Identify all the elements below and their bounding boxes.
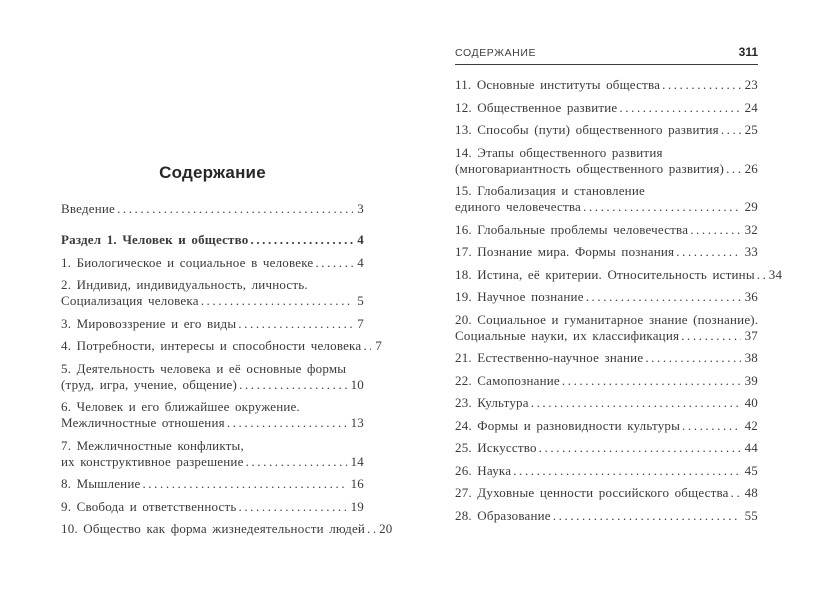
toc-entry-text: 20. Социальное и гуманитарное знание (познание). <box>455 311 759 327</box>
toc-entry-text: 24. Формы и разновидности культуры <box>455 417 681 433</box>
toc-entry-page: 14 <box>350 453 364 469</box>
toc-entry-text: 14. Этапы общественного развития <box>455 144 663 160</box>
running-head <box>455 45 758 65</box>
toc-entry-page: 26 <box>744 160 758 176</box>
toc-entry-text: 16. Глобальные проблемы человечества <box>455 221 689 237</box>
dot-leader <box>721 122 741 138</box>
toc-entry-page: 33 <box>744 244 758 259</box>
dot-leader <box>513 463 740 479</box>
toc-entry-text: 23. Культура <box>455 395 529 410</box>
toc-entry-lastline <box>61 415 364 431</box>
dot-leader <box>367 521 375 537</box>
toc-entry-page: 44 <box>744 440 758 455</box>
toc-entry <box>455 373 758 389</box>
dot-leader <box>201 293 354 309</box>
toc-title: Содержание <box>159 163 266 182</box>
toc-entry-lastline <box>61 293 364 309</box>
toc-entry-page: 16 <box>350 476 364 491</box>
toc-entry-page: 39 <box>744 372 758 388</box>
toc-entry-page: 48 <box>744 485 758 500</box>
toc-entry-lastline <box>455 289 758 305</box>
toc-entry-text: 1. Биологическое и социальное в человеке <box>61 254 314 270</box>
toc-entry-page: 4 <box>357 232 364 247</box>
toc-entry-page: 4 <box>357 254 364 270</box>
toc-entry-page: 25 <box>744 122 758 137</box>
dot-leader <box>363 338 371 354</box>
toc-entry-page: 23 <box>744 77 758 92</box>
dot-leader <box>315 255 353 271</box>
toc-entry-text: 8. Мышление <box>61 476 141 491</box>
toc-entry-page: 5 <box>357 293 364 308</box>
toc-entry-lastline <box>455 100 758 116</box>
toc-entry <box>455 485 758 501</box>
toc-entry <box>455 350 758 366</box>
toc-entry-text: 22. Самопознание <box>455 372 560 388</box>
toc-entry-text: 4. Потребности, интересы и способности человека <box>61 338 362 353</box>
toc-entry-page: 38 <box>744 350 758 365</box>
dot-leader <box>553 508 741 524</box>
toc-entry <box>61 438 364 470</box>
toc-entry-text: 10. Общество как форма жизнедеятельности людей <box>61 521 366 536</box>
dot-leader <box>726 161 741 177</box>
dot-leader <box>619 100 740 116</box>
toc-entry <box>61 399 364 431</box>
toc-entry-text: 2. Индивид, индивидуальность, личность. <box>61 277 308 292</box>
toc-entry-lastline <box>455 395 758 411</box>
toc-entry <box>455 222 758 238</box>
dot-leader <box>681 328 740 344</box>
dot-leader <box>238 499 346 515</box>
toc-entry-text: 26. Наука <box>455 462 512 478</box>
toc-entry-text: 5. Деятельность человека и её основные формы <box>61 360 347 376</box>
toc-entry-page: 20 <box>379 521 393 536</box>
toc-entry-text: Введение <box>61 201 115 216</box>
toc-entry-text: 13. Способы (пути) общественного развития <box>455 122 719 137</box>
toc-entry-lastline <box>455 350 758 366</box>
toc-entry <box>455 122 758 138</box>
toc-entry-lastline <box>455 266 783 283</box>
toc-entry <box>455 145 758 177</box>
toc-entry-text: 7. Межличностные конфликты, <box>61 437 244 453</box>
toc-entry-text: 12. Общественное развитие <box>455 99 618 115</box>
toc-entry-lastline <box>455 463 758 479</box>
toc-entry-page: 19 <box>350 498 364 514</box>
toc-entry-lastline <box>61 232 364 248</box>
toc-entry-lastline <box>61 377 364 393</box>
toc-entry <box>455 508 758 524</box>
toc-entry <box>455 244 758 260</box>
toc-entry-lastline <box>61 521 393 537</box>
dot-leader <box>142 476 346 492</box>
toc-entry-text: 19. Научное познание <box>455 289 584 304</box>
toc-entry <box>61 316 364 332</box>
toc-entry <box>455 289 758 305</box>
toc-entry-text: 15. Глобализация и становление <box>455 183 645 198</box>
toc-entry-lastline <box>455 222 758 238</box>
toc-entry-page: 55 <box>744 507 758 523</box>
toc-entry <box>61 255 364 271</box>
dot-leader <box>676 244 740 260</box>
toc-entry <box>455 395 758 411</box>
dot-leader <box>690 222 740 238</box>
toc-entry-lastline <box>61 338 383 354</box>
toc-entry <box>455 266 783 283</box>
dot-leader <box>562 373 741 389</box>
toc-entry-page: 32 <box>744 221 758 237</box>
folio-page-number: 311 <box>738 45 758 59</box>
toc-entry-page: 37 <box>744 327 758 343</box>
toc-entry-lastline <box>455 199 758 215</box>
toc-entry-text: Раздел 1. Человек и общество <box>61 232 249 247</box>
toc-entry <box>455 418 758 434</box>
dot-leader <box>645 350 740 366</box>
dot-leader <box>586 289 741 305</box>
dot-leader <box>250 232 353 248</box>
toc-entry-lastline <box>61 316 364 332</box>
dot-leader <box>682 418 741 434</box>
toc-entry-text: Социализация человека <box>61 293 199 308</box>
toc-entry <box>455 183 758 215</box>
right-page <box>455 45 783 530</box>
toc-entry-lastline <box>455 328 758 344</box>
toc-entry-page: 13 <box>350 415 364 430</box>
toc-entries-left <box>61 201 393 537</box>
toc-entry-text: Социальные науки, их классификация <box>455 327 680 343</box>
toc-entry-page: 34 <box>768 266 783 282</box>
toc-entry-page: 10 <box>350 376 364 392</box>
toc-entry-page: 29 <box>744 199 758 214</box>
toc-entry-page: 7 <box>375 338 383 353</box>
dot-leader <box>539 440 741 456</box>
toc-entry <box>455 77 758 93</box>
toc-entry <box>61 232 364 248</box>
toc-entry-text: 28. Образование <box>455 507 551 523</box>
toc-entry <box>61 476 364 492</box>
toc-entry <box>61 338 383 354</box>
toc-entry <box>61 521 393 537</box>
toc-entry-lastline <box>61 499 364 515</box>
dot-leader <box>227 415 347 431</box>
toc-entry <box>61 499 364 515</box>
dot-leader <box>117 201 353 217</box>
toc-entry-page: 24 <box>744 99 758 115</box>
toc-entry-page: 42 <box>744 417 758 433</box>
toc-entry <box>455 440 758 456</box>
toc-entry-text: (труд, игра, учение, общение) <box>61 376 238 392</box>
toc-entry-text: 9. Свобода и ответственность <box>61 498 237 514</box>
toc-entry <box>61 277 364 309</box>
dot-leader <box>239 377 347 393</box>
dot-leader <box>731 485 741 501</box>
left-page <box>61 163 393 544</box>
toc-entry-lastline <box>455 508 758 524</box>
toc-entry-text: 11. Основные институты общества <box>455 77 661 92</box>
toc-entry-text: 17. Познание мира. Формы познания <box>455 244 675 259</box>
dot-leader <box>238 316 353 332</box>
toc-entry-lastline <box>61 476 364 492</box>
toc-entry <box>455 463 758 479</box>
toc-entry-lastline <box>455 77 758 93</box>
toc-entry <box>61 361 364 393</box>
toc-entry-text: 27. Духовные ценности российского общества <box>455 485 729 500</box>
toc-entry-text: 3. Мировоззрение и его виды <box>61 315 237 331</box>
toc-entry-text: единого человечества <box>455 199 582 214</box>
dot-leader <box>583 199 741 215</box>
toc-entry-text: (многовариантность общественного развития) <box>455 160 725 176</box>
toc-entry-lastline <box>455 440 758 456</box>
toc-entry-lastline <box>61 454 364 470</box>
toc-entry-lastline <box>455 122 758 138</box>
toc-entry <box>61 201 364 217</box>
toc-entry-page: 45 <box>744 462 758 478</box>
toc-entry-text: их конструктивное разрешение <box>61 453 244 469</box>
toc-entry-page: 3 <box>357 201 364 216</box>
toc-entry-text: 25. Искусство <box>455 440 537 455</box>
toc-entry-lastline <box>455 373 758 389</box>
toc-entry-lastline <box>455 161 758 177</box>
toc-entry-lastline <box>61 255 364 271</box>
toc-entry-text: 6. Человек и его ближайшее окружение. <box>61 399 300 414</box>
toc-entry-page: 40 <box>744 395 758 410</box>
toc-entry-lastline <box>455 418 758 434</box>
toc-entry-text: 18. Истина, её критерии. Относительность истины <box>455 266 755 282</box>
toc-entry-page: 7 <box>357 315 364 331</box>
toc-entry-lastline <box>455 244 758 260</box>
toc-entry-lastline <box>61 201 364 217</box>
dot-leader <box>531 395 741 411</box>
toc-entry-text: 21. Естественно-научное знание <box>455 350 644 365</box>
toc-entry-lastline <box>455 485 758 501</box>
toc-entry <box>455 312 758 344</box>
dot-leader <box>757 267 765 283</box>
toc-entries-right <box>455 77 783 524</box>
toc-entry-page: 36 <box>744 289 758 304</box>
toc-entry <box>455 100 758 116</box>
dot-leader <box>246 454 347 470</box>
toc-entry-text: Межличностные отношения <box>61 415 225 430</box>
dot-leader <box>662 77 741 93</box>
running-head-title: СОДЕРЖАНИЕ <box>455 47 537 59</box>
